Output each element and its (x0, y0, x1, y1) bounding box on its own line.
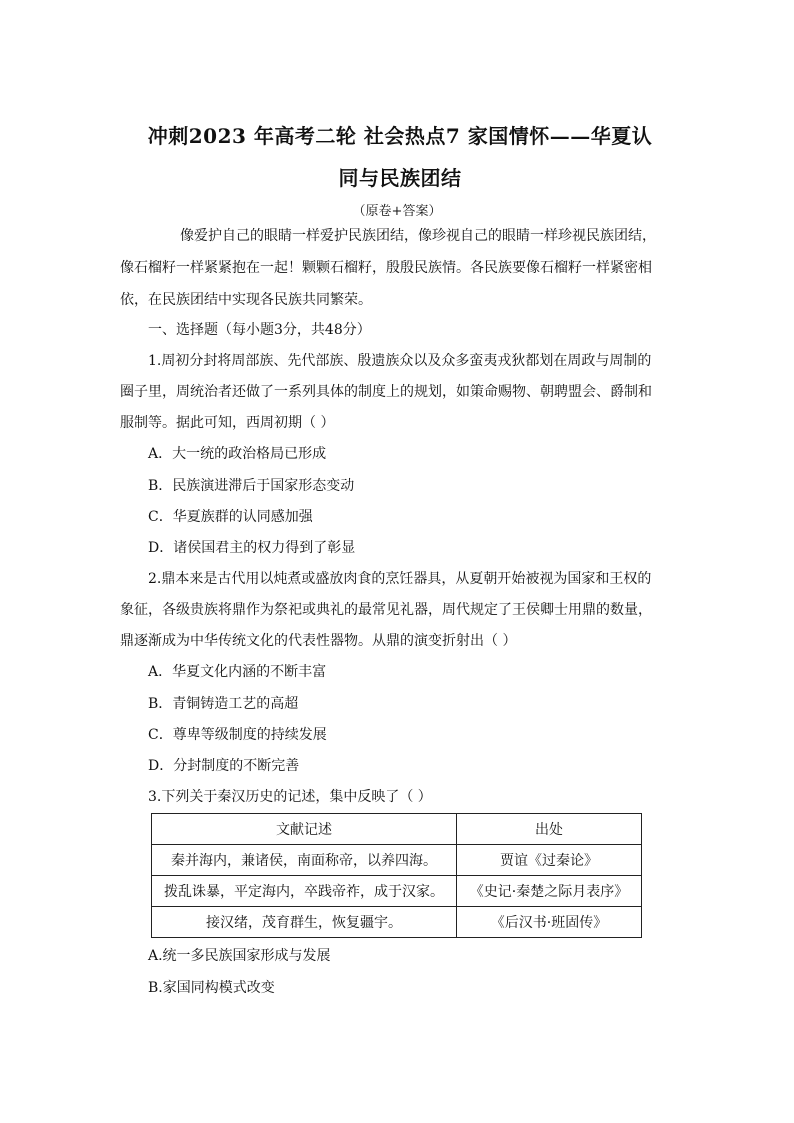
q2-stem-line: 2.鼎本来是古代用以炖煮或盛放肉食的烹饪器具，从夏朝开始被视为国家和王权的 (148, 571, 652, 587)
table-header-row (152, 814, 642, 845)
q2-option-c: C．尊卑等级制度的持续发展 (148, 727, 327, 743)
table-cell: 接汉绪，茂育群生，恢复疆宇。 (152, 907, 457, 938)
q1-option-b: B．民族演进滞后于国家形态变动 (148, 478, 355, 494)
section-heading: 一、选择题（每小题3分，共48分） (148, 322, 371, 338)
table-cell: 拨乱诛暴，平定海内，卒践帝祚，成于汉家。 (152, 876, 457, 907)
table-row (152, 876, 642, 907)
q1-stem-line: 圈子里，周统治者还做了一系列具体的制度上的规划，如策命赐物、朝聘盟会、爵制和 (120, 384, 652, 400)
q1-stem-line: 服制等。据此可知，西周初期（ ） (120, 415, 335, 431)
q1-option-d: D．诸侯国君主的权力得到了彰显 (148, 540, 356, 556)
table-cell: 贾谊《过秦论》 (457, 845, 642, 876)
intro-line: 依，在民族团结中实现各民族共同繁荣。 (120, 292, 372, 308)
intro-line: 像石榴籽一样紧紧抱在一起！颗颗石榴籽，殷殷民族情。各民族要像石榴籽一样紧密相 (120, 260, 652, 276)
intro-line: 像爱护自己的眼睛一样爱护民族团结，像珍视自己的眼睛一样珍视民族团结， (180, 228, 656, 244)
table-cell: 《后汉书·班固传》 (457, 907, 642, 938)
q3-stem: 3.下列关于秦汉历史的记述，集中反映了（ ） (148, 789, 432, 805)
document-subtitle: （原卷+答案） (352, 204, 442, 219)
q1-stem-line: 1.周初分封将周部族、先代部族、殷遗族众以及众多蛮夷戎狄都划在周政与周制的 (148, 353, 652, 369)
q3-source-table (151, 813, 642, 938)
table-cell: 秦并海内，兼诸侯，南面称帝，以养四海。 (152, 845, 457, 876)
q1-option-c: C．华夏族群的认同感加强 (148, 509, 313, 525)
q3-option-b: B.家国同构模式改变 (148, 980, 275, 996)
table-header-cell: 出处 (457, 814, 642, 845)
q2-option-a: A．华夏文化内涵的不断丰富 (148, 664, 327, 680)
table-cell: 《史记·秦楚之际月表序》 (457, 876, 642, 907)
table-row (152, 907, 642, 938)
document-title-line-1: 冲刺2023 年高考二轮 社会热点7 家国情怀——华夏认 (147, 124, 653, 148)
q2-stem-line: 鼎逐渐成为中华传统文化的代表性器物。从鼎的演变折射出（ ） (120, 633, 517, 649)
document-title-line-2: 同与民族团结 (338, 166, 462, 190)
q2-stem-line: 象征，各级贵族将鼎作为祭祀或典礼的最常见礼器，周代规定了王侯卿士用鼎的数量， (120, 602, 652, 618)
table-header-cell: 文献记述 (152, 814, 457, 845)
q3-option-a: A.统一多民族国家形成与发展 (148, 948, 331, 964)
table-row (152, 845, 642, 876)
q1-option-a: A．大一统的政治格局已形成 (148, 446, 327, 462)
q2-option-b: B．青铜铸造工艺的高超 (148, 696, 299, 712)
q2-option-d: D．分封制度的不断完善 (148, 758, 300, 774)
